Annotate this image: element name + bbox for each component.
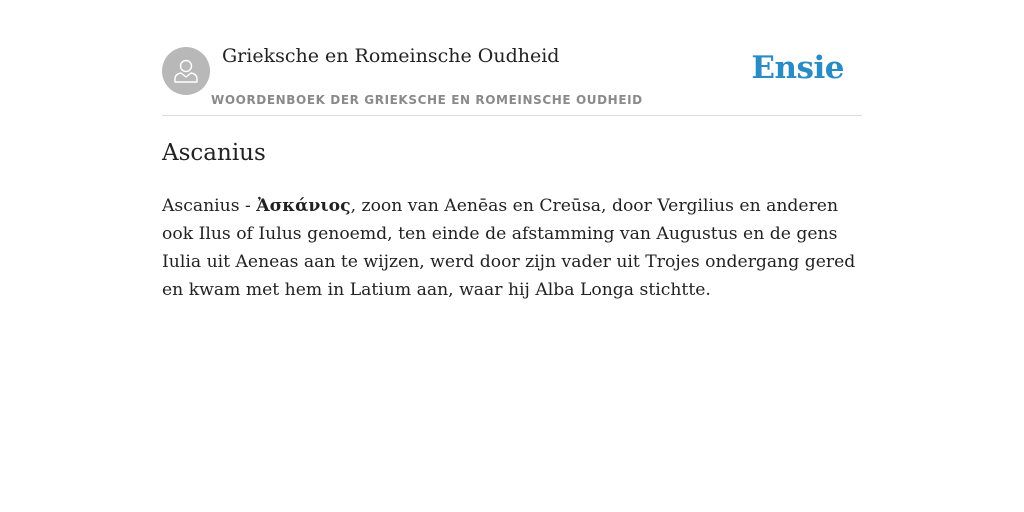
- ensie-logo-link[interactable]: Ensie: [751, 50, 844, 86]
- source-title-link[interactable]: Grieksche en Romeinsche Oudheid: [222, 45, 560, 67]
- user-icon: [171, 56, 201, 86]
- source-subtitle: WOORDENBOEK DER GRIEKSCHE EN ROMEINSCHE OUDHEID: [211, 93, 643, 107]
- entry-greek-term: Ἀσκάνιος: [256, 196, 351, 216]
- entry-text: , zoon van Aenēas en Creūsa, door Vergilius en anderen ook Ilus of Iulus genoemd, ten einde de afstamming van Augustus en de gens Iulia uit Aeneas aan te wijzen, werd door zijn vader uit Trojes ondergang gered en kwam met hem in Latium aan, waar hij Alba Longa stichtte.: [162, 196, 856, 300]
- entry-title: Ascanius: [162, 140, 266, 166]
- content-container: [162, 0, 862, 300]
- avatar[interactable]: [162, 47, 210, 95]
- entry-lead: Ascanius -: [162, 196, 257, 216]
- source-header: [162, 0, 862, 116]
- entry-body: [162, 192, 862, 304]
